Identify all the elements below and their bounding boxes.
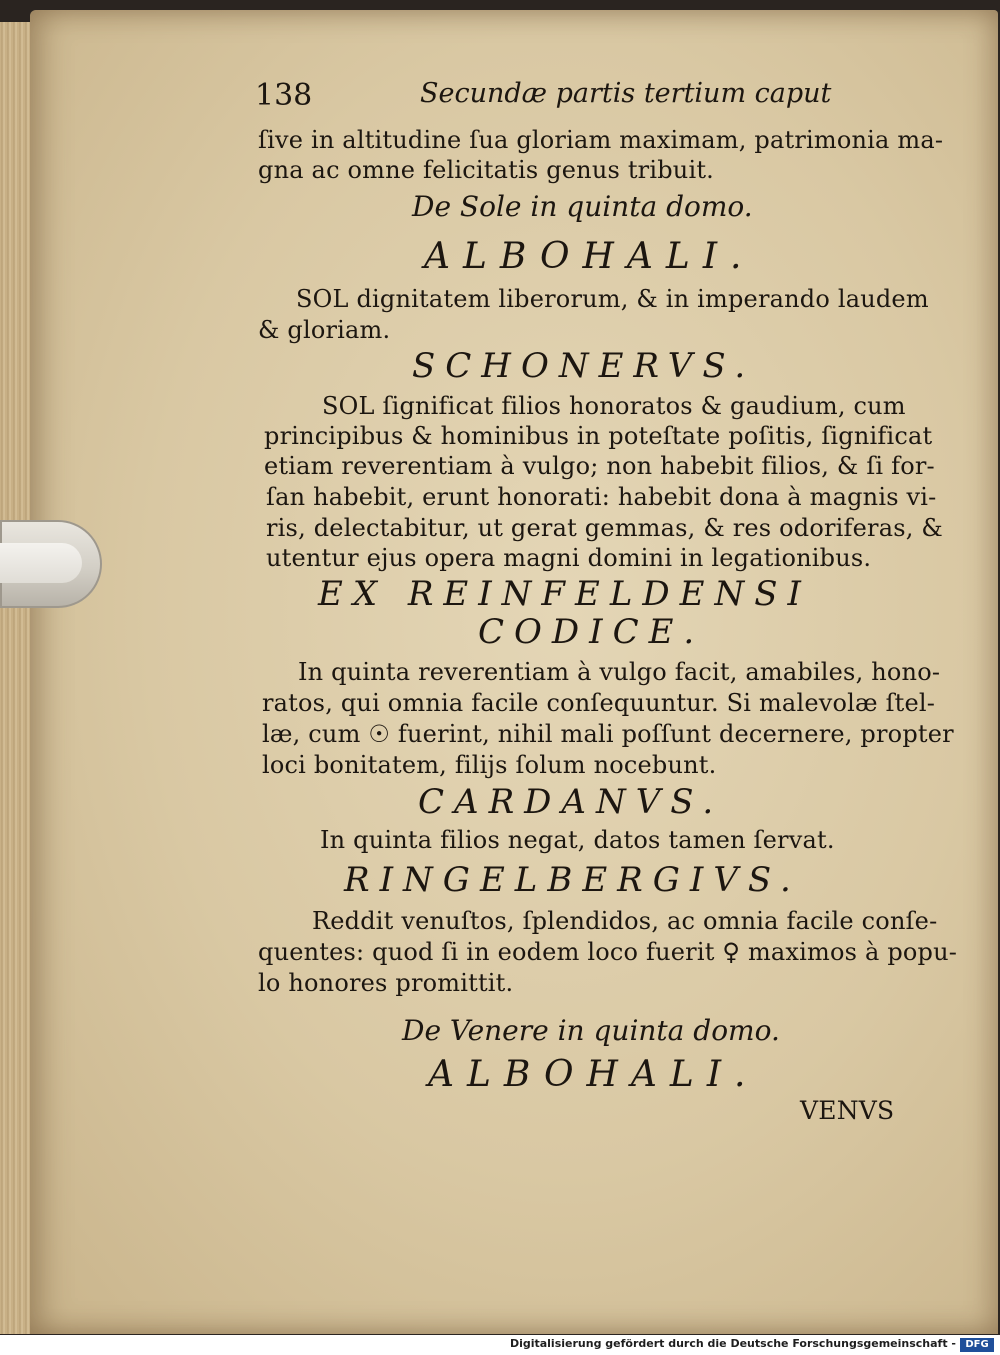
- text-line: & gloriam.: [258, 316, 391, 344]
- text-line: In quinta filios negat, datos tamen ſervat.: [320, 826, 835, 854]
- text-line: ſive in altitudine ſua gloriam maximam, patrimonia ma-: [258, 126, 944, 154]
- catchword: VENVS: [800, 1096, 895, 1125]
- author-heading: CODICE.: [478, 612, 705, 652]
- author-heading: ALBOHALI.: [428, 1054, 759, 1095]
- author-heading: CARDANVS.: [418, 782, 724, 822]
- text-line: gna ac omne felicitatis genus tribuit.: [258, 156, 714, 184]
- text-line: Reddit venuſtos, ſplendidos, ac omnia facile conſe-: [312, 907, 938, 935]
- text-line: loci bonitatem, filijs ſolum nocebunt.: [262, 751, 717, 779]
- dfg-logo: DFG: [960, 1338, 994, 1352]
- text-line: læ, cum ☉ fuerint, nihil mali poſſunt decernere, propter: [262, 720, 954, 748]
- text-line: ris, delectabitur, ut gerat gemmas, & res odoriferas, &: [266, 514, 943, 542]
- text-line: SOL dignitatem liberorum, & in imperando laudem: [296, 285, 929, 313]
- text-line: lo honores promittit.: [258, 969, 514, 997]
- funding-credit: Digitalisierung gefördert durch die Deutsche Forschungsgemeinschaft -: [509, 1337, 956, 1350]
- author-heading: SCHONERVS.: [412, 346, 756, 386]
- text-line: SOL ſignificat filios honoratos & gaudium, cum: [322, 392, 906, 420]
- running-title: Secundæ partis tertium caput: [420, 78, 832, 109]
- text-line: etiam reverentiam à vulgo; non habebit filios, & ſi for-: [264, 452, 935, 480]
- digitization-footer: [0, 1335, 1000, 1355]
- bookmark-clip-highlight: [0, 543, 82, 583]
- author-heading: RINGELBERGIVS.: [344, 860, 801, 900]
- author-heading: ALBOHALI.: [424, 236, 755, 277]
- section-heading: De Sole in quinta domo.: [412, 190, 753, 223]
- text-line: principibus & hominibus in poteſtate poſitis, ſignificat: [264, 422, 933, 450]
- page-number: 138: [255, 78, 313, 113]
- text-line: ſan habebit, erunt honorati: habebit dona à magnis vi-: [266, 483, 937, 511]
- author-heading: EX REINFELDENSI: [318, 574, 811, 614]
- text-line: utentur ejus opera magni domini in legationibus.: [266, 544, 872, 572]
- text-line: ratos, qui omnia facile conſequuntur. Si malevolæ ſtel-: [262, 689, 936, 717]
- text-line: quentes: quod ſi in eodem loco fuerit ♀ maximos à popu-: [258, 938, 958, 966]
- section-heading: De Venere in quinta domo.: [402, 1014, 780, 1047]
- text-line: In quinta reverentiam à vulgo facit, amabiles, hono-: [298, 658, 941, 686]
